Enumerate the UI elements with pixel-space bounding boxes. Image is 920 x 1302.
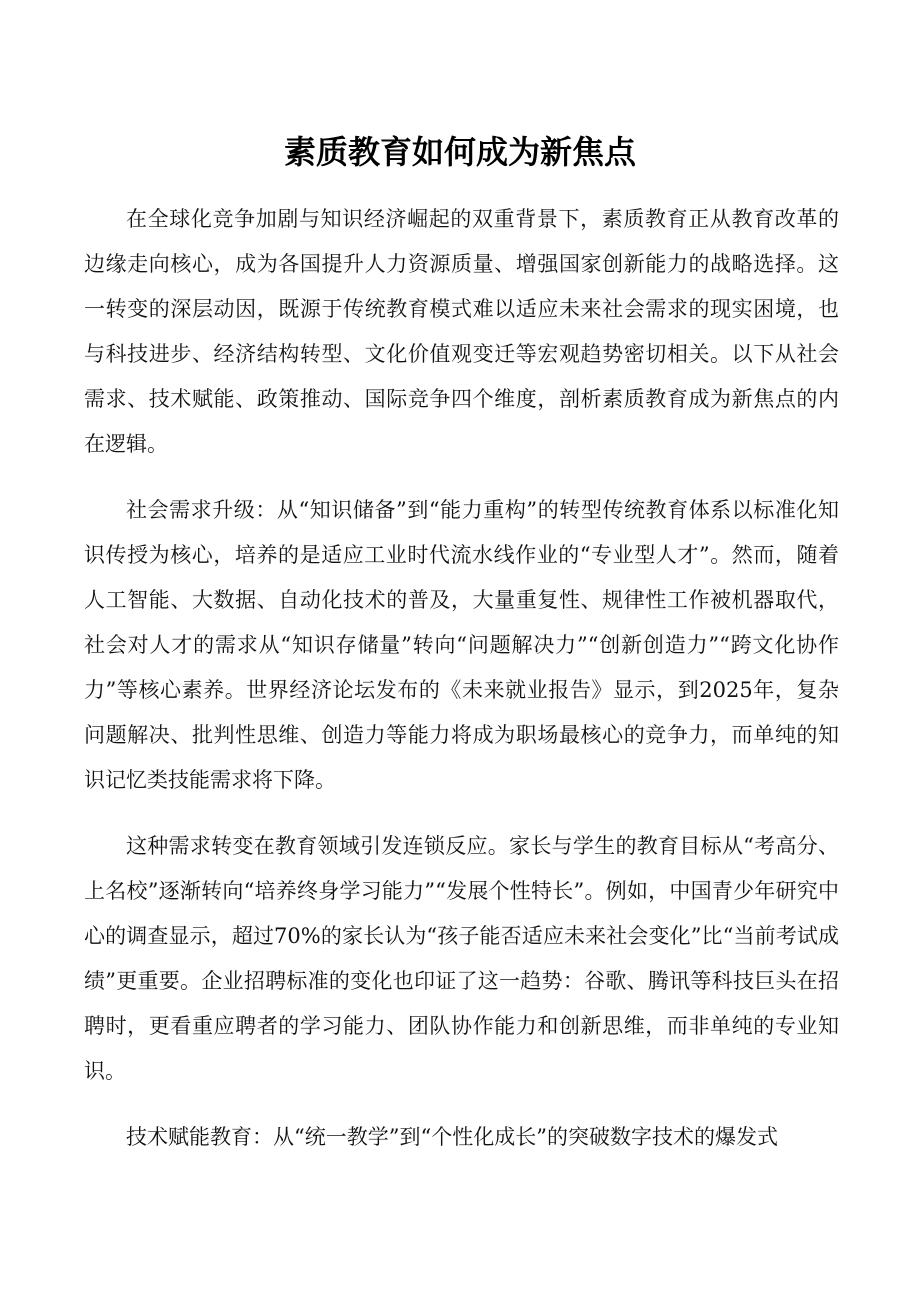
paragraph: 社会需求升级：从“知识储备”到“能力重构”的转型传统教育体系以标准化知识传授为核心，培养的是适应工业时代流水线作业的“专业型人才”。然而，随着人工智能、大数据、自动化技术的普及，大量重复性、规律性工作被机器取代，社会对人才的需求从“知识存储量”转向“问题解决力”“创新创造力”“跨文化协作力”等核心素养。世界经济论坛发布的《未来就业报告》显示，到2025年，复杂问题解决、批判性思维、创造力等能力将成为职场最核心的竞争力，而单纯的知识记忆类技能需求将下降。: [84, 498, 839, 792]
paragraph: 技术赋能教育：从“统一教学”到“个性化成长”的突破数字技术的爆发式: [126, 1125, 778, 1149]
paragraph: 在全球化竞争加剧与知识经济崛起的双重背景下，素质教育正从教育改革的边缘走向核心，成为各国提升人力资源质量、增强国家创新能力的战略选择。这一转变的深层动因，既源于传统教育模式难以适应未来社会需求的现实困境，也与科技进步、经济结构转型、文化价值观变迁等宏观趋势密切相关。以下从社会需求、技术赋能、政策推动、国际竞争四个维度，剖析素质教育成为新焦点的内在逻辑。: [84, 207, 839, 456]
document-body: [84, 197, 839, 1181]
paragraph: 这种需求转变在教育领域引发连锁反应。家长与学生的教育目标从“考高分、上名校”逐渐转向“培养终身学习能力”“发展个性特长”。例如，中国青少年研究中心的调查显示，超过70%的家长认为“孩子能否适应未来社会变化”比“当前考试成绩”更重要。企业招聘标准的变化也印证了这一趋势：谷歌、腾讯等科技巨头在招聘时，更看重应聘者的学习能力、团队协作能力和创新思维，而非单纯的专业知识。: [84, 834, 839, 1083]
page-title: 素质教育如何成为新焦点: [283, 133, 636, 171]
